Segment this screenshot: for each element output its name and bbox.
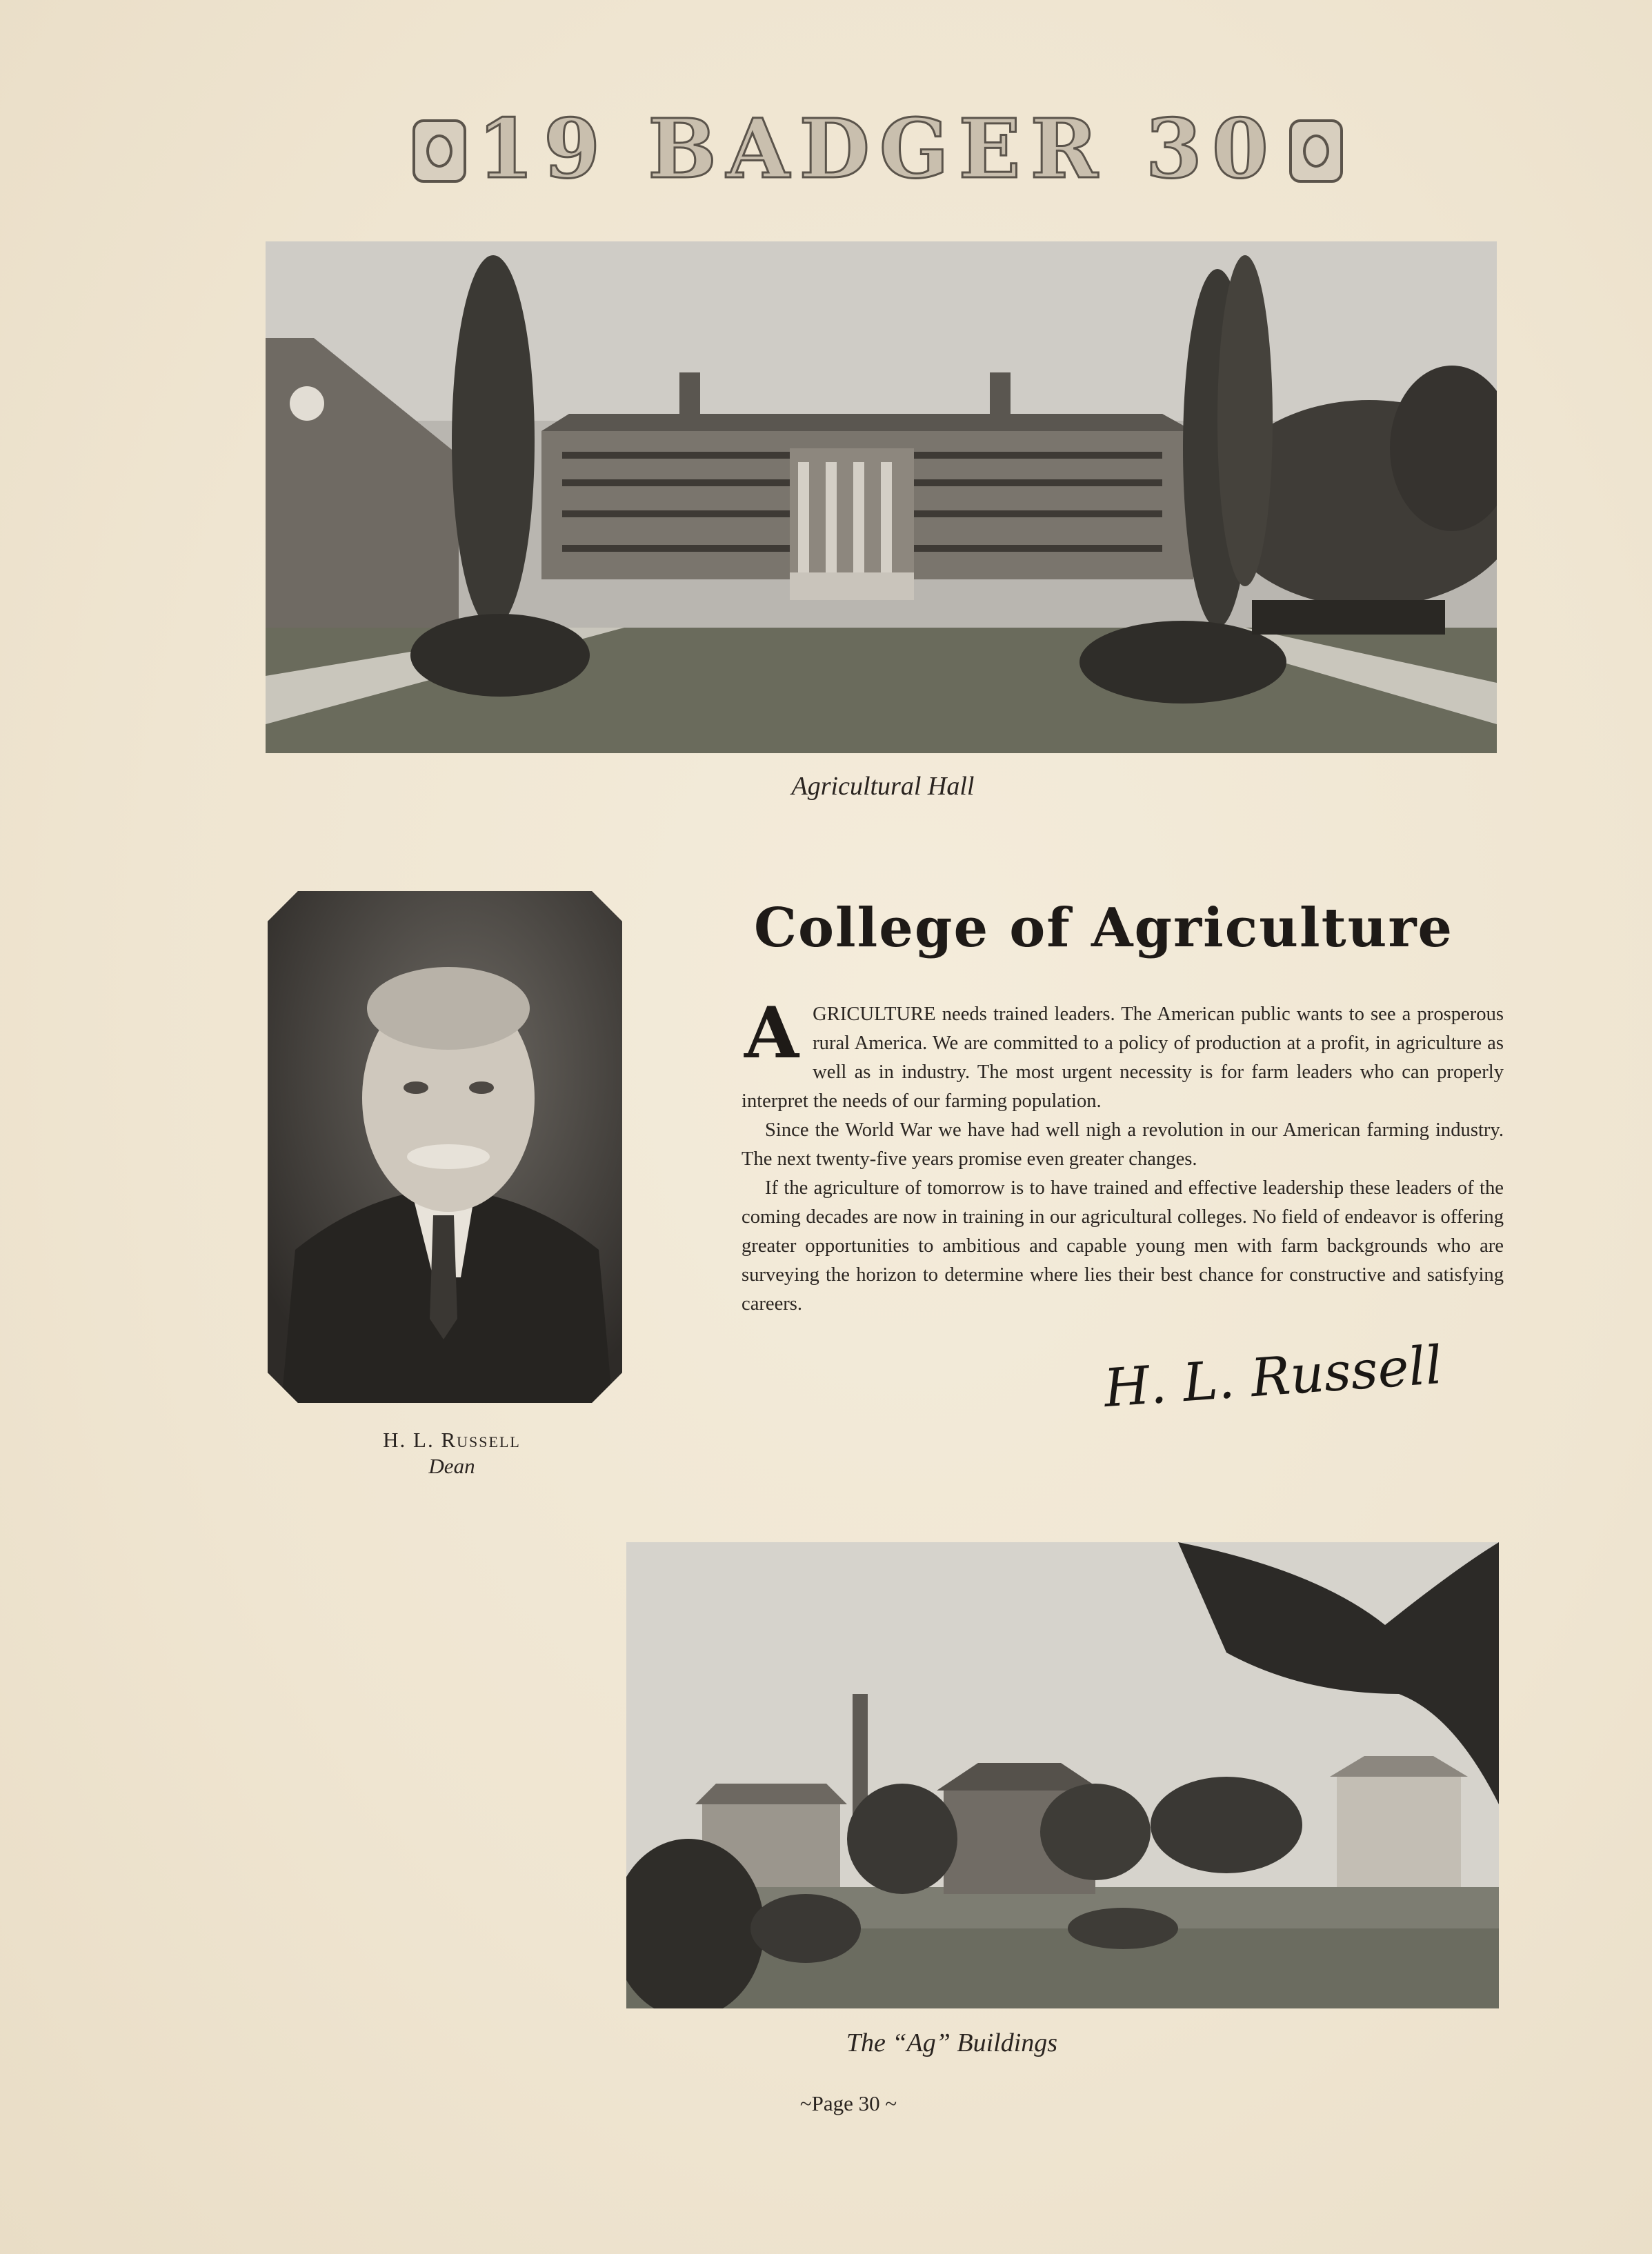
agricultural-hall-caption: Agricultural Hall [791, 772, 975, 801]
paragraph-2: Since the World War we have had well nigh a revolution in our American farming industry. The next twenty-five years promise even greater changes. [742, 1119, 1504, 1170]
dean-name: H. L. Russell [383, 1428, 521, 1452]
paragraph-1: GRICULTURE needs trained leaders. The American public wants to see a prosperous rural America. We are committed to a policy of production at a profit, in agriculture as well as in industry. The most urgent necessity is for farm leaders who can properly interpret the needs of our farming population. [742, 1004, 1504, 1112]
ornament-icon [1289, 119, 1343, 183]
ag-buildings-caption: The “Ag” Buildings [846, 2028, 1058, 2057]
article-body [742, 992, 1504, 1319]
page-number: ~Page 30 ~ [799, 2091, 897, 2115]
dean-signature: H. L. Russell [1102, 1333, 1444, 1419]
yearbook-banner [259, 100, 1497, 197]
drop-cap: A [744, 992, 799, 1075]
ag-buildings-photo [626, 1542, 1499, 2008]
banner-text: 19 BADGER 30 [477, 100, 1278, 197]
ornament-icon [412, 119, 466, 183]
agricultural-hall-photo [266, 241, 1497, 753]
dean-title: Dean [428, 1454, 475, 1478]
paragraph-3: If the agriculture of tomorrow is to have trained and effective leadership these leaders of the coming decades are now in training in our agricultural colleges. No field of endeavor is offering greater opportunities to ambitious and capable young men with farm backgrounds who are surveying the horizon to determine where lies their best chance for constructive and satisfying careers. [742, 1177, 1504, 1315]
article-heading: College of Agriculture [753, 897, 1454, 959]
dean-portrait-photo [268, 891, 622, 1403]
